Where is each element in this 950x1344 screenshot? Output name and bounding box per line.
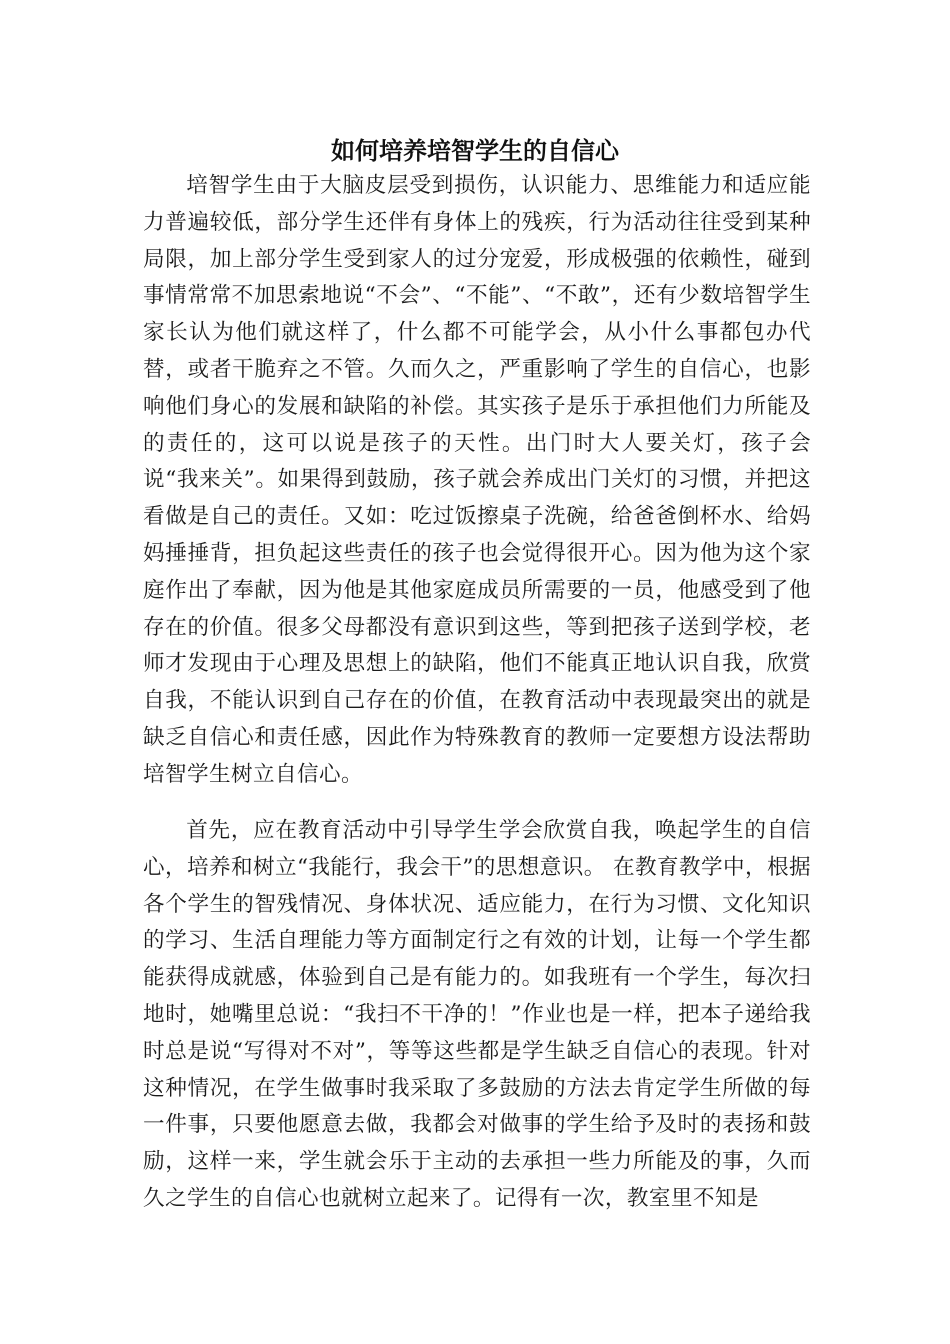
paragraph-2: 首先，应在教育活动中引导学生学会欣赏自我，唤起学生的自信心，培养和树立“我能行，我会干”的思想意识。 在教育教学中，根据各个学生的智残情况、身体状况、适应能力，在行为习惯、文化知识的学习、生活自理能力等方面制定行之有效的计划，让每一个学生都能获得成就感，体验到自己是有能力的。如我班有一个学生，每次扫地时，她嘴里总说：“我扫不干净的！”作业也是一样，把本子递给我时总是说“写得对不对”，等等这些都是学生缺乏自信心的表现。针对这种情况，在学生做事时我采取了多鼓励的方法去肯定学生所做的每一件事，只要他愿意去做，我都会对做事的学生给予及时的表扬和鼓励，这样一来，学生就会乐于主动的去承担一些力所能及的事，久而久之学生的自信心也就树立起来了。记得有一次，教室里不知是 (143, 818, 811, 1211)
paragraph-1: 培智学生由于大脑皮层受到损伤，认识能力、思维能力和适应能力普遍较低，部分学生还伴有身体上的残疾，行为活动往往受到某种局限，加上部分学生受到家人的过分宠爱，形成极强的依赖性，碰到事情常常不加思索地说“不会”、“不能”、“不敢”，还有少数培智学生家长认为他们就这样了，什么都不可能学会，从小什么事都包办代替，或者干脆弃之不管。久而久之，严重影响了学生的自信心，也影响他们身心的发展和缺陷的补偿。其实孩子是乐于承担他们力所能及的责任的，这可以说是孩子的天性。出门时大人要关灯，孩子会说“我来关”。如果得到鼓励，孩子就会养成出门关灯的习惯，并把这看做是自己的责任。又如：吃过饭擦桌子洗碗，给爸爸倒杯水、给妈妈捶捶背，担负起这些责任的孩子也会觉得很开心。因为他为这个家庭作出了奉献，因为他是其他家庭成员所需要的一员，他感受到了他存在的价值。很多父母都没有意识到这些，等到把孩子送到学校，老师才发现由于心理及思想上的缺陷，他们不能真正地认识自我，欣赏自我，不能认识到自己存在的价值，在教育活动中表现最突出的就是缺乏自信心和责任感，因此作为特殊教育的教师一定要想方设法帮助培智学生树立自信心。 (143, 173, 811, 787)
document-title: 如何培养培智学生的自信心 (331, 137, 619, 165)
